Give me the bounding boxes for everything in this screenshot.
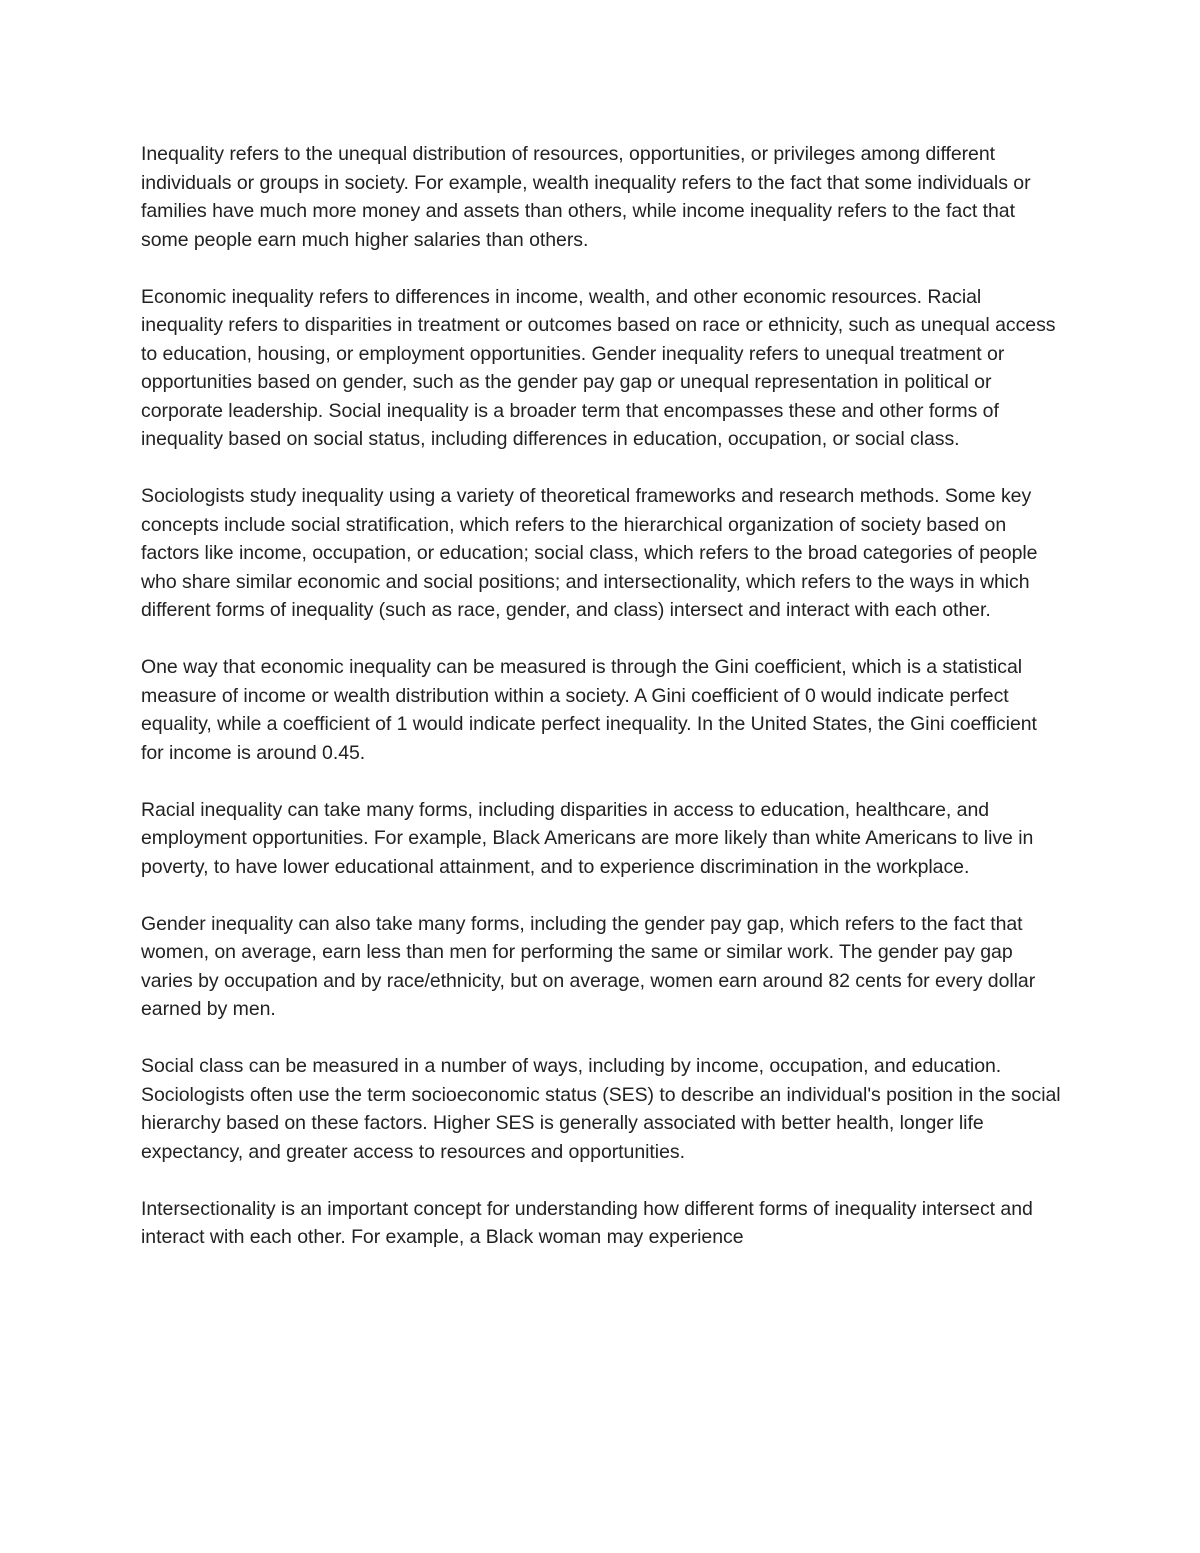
paragraph-inequality-definition: Inequality refers to the unequal distribution of resources, opportunities, or privileges among different individuals or groups in society. For example, wealth inequality refers to the fact that some individuals or families have much more money and assets than others, while income inequality refers to the fact that some people earn much higher salaries than others. [141, 143, 1031, 251]
paragraph-types-of-inequality: Economic inequality refers to differences in income, wealth, and other economic resources. Racial inequality refers to disparities in treatment or outcomes based on race or ethnicity, such as unequal access to education, housing, or employment opportunities. Gender inequality refers to unequal treatment or opportunities based on gender, such as the gender pay gap or unequal representation in political or corporate leadership. Social inequality is a broader term that encompasses these and other forms of inequality based on social status, including differences in education, occupation, or social class. [141, 285, 1056, 450]
paragraph-gini-coefficient: One way that economic inequality can be measured is through the Gini coefficient, which is a statistical measure of income or wealth distribution within a society. A Gini coefficient of 0 would indicate perfect equality, while a coefficient of 1 would indicate perfect inequality. In the United States, the Gini coefficient for income is around 0.45. [141, 656, 1037, 764]
paragraph-intersectionality: Intersectionality is an important concept for understanding how different forms of inequality intersect and interact with each other. For example, a Black woman may experience [141, 1197, 1033, 1248]
paragraph-gender-inequality: Gender inequality can also take many forms, including the gender pay gap, which refers to the fact that women, on average, earn less than men for performing the same or similar work. The gender pay gap varies by occupation and by race/ethnicity, but on average, women earn around 82 cents for every dollar earned by men. [141, 912, 1036, 1020]
paragraph-racial-inequality: Racial inequality can take many forms, including disparities in access to education, healthcare, and employment opportunities. For example, Black Americans are more likely than white Americans to live in poverty, to have lower educational attainment, and to experience discrimination in the workplace. [141, 798, 1034, 878]
paragraph-social-class: Social class can be measured in a number of ways, including by income, occupation, and education. Sociologists often use the term socioeconomic status (SES) to describe an individual's position in the social hierarchy based on these factors. Higher SES is generally associated with better health, longer life expectancy, and greater access to resources and opportunities. [141, 1055, 1061, 1163]
document-body [141, 140, 1063, 1280]
paragraph-sociological-study: Sociologists study inequality using a variety of theoretical frameworks and research methods. Some key concepts include social stratification, which refers to the hierarchical organization of society based on factors like income, occupation, or education; social class, which refers to the broad categories of people who share similar economic and social positions; and intersectionality, which refers to the ways in which different forms of inequality (such as race, gender, and class) intersect and interact with each other. [141, 485, 1038, 621]
